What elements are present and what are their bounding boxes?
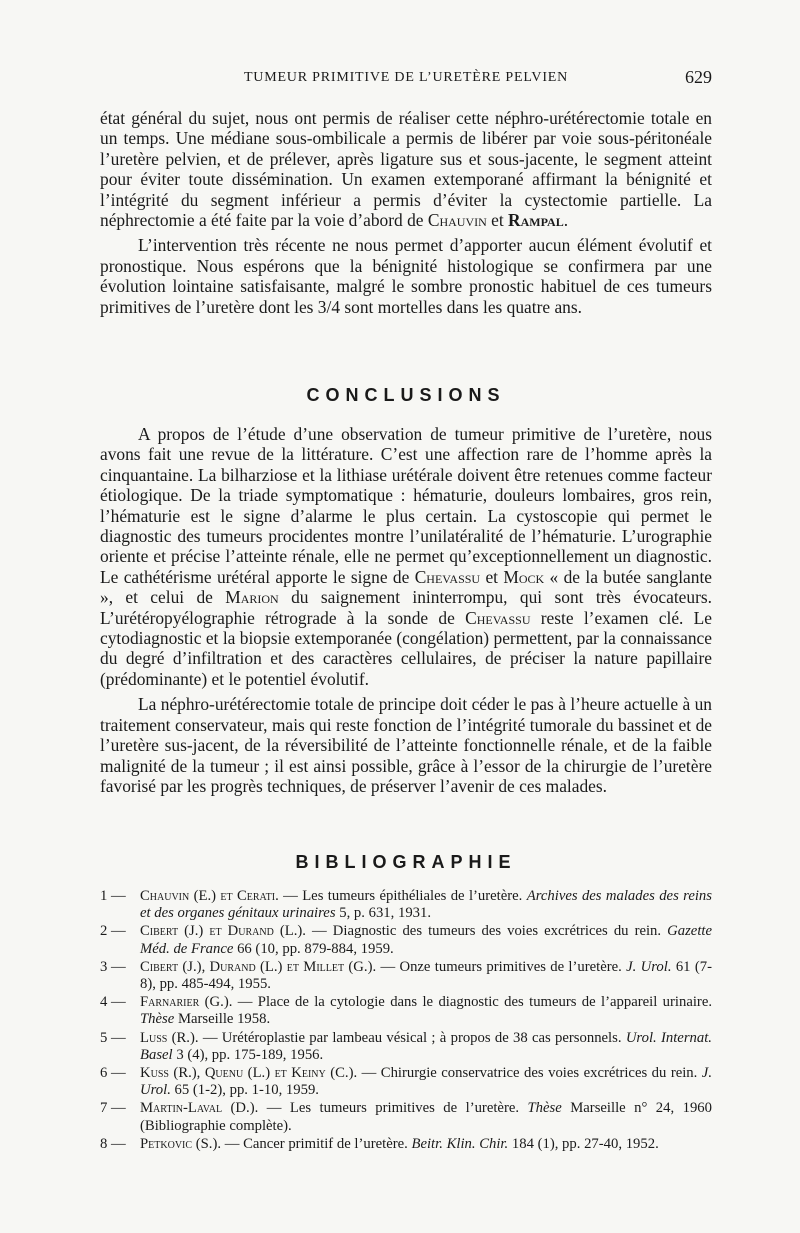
intro-text: [100, 108, 712, 317]
entry-number: 8 —: [100, 1135, 126, 1152]
bibliography-list: [100, 888, 712, 1154]
entry-title: — Place de la cytologie dans le diagnostic des tumeurs de l’appareil urinaire.: [232, 994, 713, 1011]
entry-number: 1 —: [100, 888, 126, 904]
author-name: Chevassu: [465, 607, 531, 628]
entry-number: 6 —: [100, 1064, 126, 1081]
running-title: TUMEUR PRIMITIVE DE L’URETÈRE PELVIEN: [243, 70, 569, 85]
entry-text: [140, 888, 712, 923]
entry-source: Thèse: [527, 1100, 562, 1117]
entry-text: [140, 1065, 712, 1100]
author-name: Chauvin: [427, 210, 487, 231]
conclusions-text-run: « de la butée sanglante », et celui de: [100, 566, 712, 608]
entry-details: Marseille 1958.: [174, 1011, 271, 1028]
conjunction: et: [480, 566, 504, 587]
entry-authors: Cibert (J.) et Durand (L.).: [140, 923, 306, 940]
bibliography-entry: [100, 1030, 712, 1065]
entry-number: 5 —: [100, 1029, 126, 1046]
page-header: [100, 67, 712, 96]
entry-authors: Martin-Laval (D.).: [140, 1100, 259, 1117]
intro-p1-text: état général du sujet, nous ont permis de réaliser cette néphro-urétérectomie totale en un temps. Une médiane sous-ombilicale a permis de libérer par voie sous-péritonéale l’uretère pelvien, et de prélever, après ligature sus et sous-jacente, le segment atteint pour éviter toute dissémination. Un examen extemporané affirmant la bénignité et l’intégrité du segment inférieur a permis d’éviter la cystectomie partielle. La néphrectomie a été faite par la voie d’abord de: [100, 108, 712, 231]
bibliography-entry: [100, 888, 712, 923]
entry-text: [140, 959, 712, 994]
entry-details: 61 (7-8), pp. 485-494, 1955.: [140, 958, 712, 993]
entry-text: [140, 994, 712, 1029]
entry-title: — Les tumeurs primitives de l’uretère.: [258, 1100, 528, 1117]
entry-source: Beitr. Klin. Chir.: [411, 1135, 509, 1152]
entry-source: J. Urol.: [140, 1064, 712, 1099]
conclusions-text: [100, 424, 712, 796]
entry-text: [140, 1100, 712, 1135]
conclusions-heading: CONCLUSIONS: [306, 385, 506, 405]
entry-details: 65 (1-2), pp. 1-10, 1959.: [170, 1082, 319, 1099]
entry-text: [140, 1030, 712, 1065]
entry-number: 7 —: [100, 1100, 126, 1117]
conclusions-text-run: A propos de l’étude d’une observation de tumeur primitive de l’uretère, nous avons fait une revue de la littérature. C’est une affection rare de l’homme après la cinquantaine. La bilharziose et la lithiase urétérale doivent être retenues comme facteur étiologique. De la triade symptomatique : hématurie, douleurs lombaires, gros rein, l’hématurie est le signe d’alarme le plus certain. La cystoscopie qui permet le diagnostic des tumeurs procidentes montre l’unilatéralité de l’hématurie. L’urographie oriente et précise l’atteinte rénale, elle ne permet qu’exceptionnellement un diagnostic. Le cathétérisme urétéral apporte le signe de: [100, 424, 712, 587]
entry-authors: Cibert (J.), Durand (L.) et Millet (G.).: [140, 958, 377, 975]
bibliography-entry: [100, 959, 712, 994]
intro-paragraph-2: L’intervention très récente ne nous permet d’apporter aucun élément évolutif et pronostique. Nous espérons que la bénignité histologique se confirmera par une évolution lointaine satisfaisante, malgré le sombre pronostic habituel de ces tumeurs primitives de l’uretère dont les 3/4 sont mortelles dans les quatre ans.: [100, 235, 712, 317]
entry-number: 4 —: [100, 994, 126, 1011]
entry-source: Thèse: [140, 1011, 175, 1028]
entry-title: — Cancer primitif de l’uretère.: [221, 1135, 412, 1152]
entry-number: 2 —: [100, 923, 126, 940]
bibliography-heading: BIBLIOGRAPHIE: [295, 852, 517, 872]
entry-authors: Farnarier (G.).: [140, 994, 233, 1011]
bibliography-entry: [100, 923, 712, 958]
intro-paragraph-1: [100, 108, 712, 230]
entry-details: Marseille n° 24, 1960 (Bibliographie complète).: [140, 1100, 712, 1134]
entry-authors: Kuss (R.), Quenu (L.) et Keiny (C.).: [140, 1064, 358, 1081]
entry-title: — Urétéroplastie par lambeau vésical ; à propos de 38 cas personnels.: [198, 1029, 626, 1046]
conjunction: et: [486, 210, 509, 231]
conclusions-paragraph-1: [100, 424, 712, 689]
entry-source: Archives des malades des reins et des organes génitaux urinaires: [140, 888, 712, 922]
entry-details: 66 (10, pp. 879-884, 1959.: [233, 940, 394, 957]
entry-source: Urol. Internat. Basel: [140, 1029, 712, 1063]
entry-title: — Chirurgie conservatrice des voies excrétrices du rein.: [357, 1064, 702, 1081]
entry-authors: Petkovic (S.).: [140, 1135, 222, 1152]
entry-source: J. Urol.: [626, 958, 672, 975]
author-name: Rampal: [508, 210, 564, 231]
entry-details: 5, p. 631, 1931.: [335, 905, 432, 922]
entry-title: — Onze tumeurs primitives de l’uretère.: [376, 958, 627, 975]
entry-details: 3 (4), pp. 175-189, 1956.: [172, 1046, 324, 1063]
entry-title: — Les tumeurs épithéliales de l’uretère.: [278, 888, 527, 904]
bibliography-entry: [100, 1065, 712, 1100]
entry-source: Gazette Méd. de France: [140, 923, 713, 957]
entry-text: [140, 1136, 712, 1153]
bibliography-entry: [100, 1100, 712, 1135]
entry-number: 3 —: [100, 958, 126, 975]
author-name: Mock: [503, 566, 545, 587]
conclusions-text-run: reste l’examen clé. Le cytodiagnostic et la biopsie extemporanée (congélation) permettent, par la connaissance du degré d’infiltration et des caractères cellulaires, de préciser la nature papillaire (prédominante) et le potentiel évolutif.: [100, 607, 713, 689]
entry-authors: Chauvin (E.) et Cerati.: [140, 888, 279, 904]
author-name: Marion: [225, 587, 279, 608]
punctuation: .: [563, 210, 569, 231]
bibliography-entry: [100, 1136, 712, 1153]
page-number: 629: [685, 67, 712, 87]
entry-text: [140, 923, 712, 958]
author-name: Chevassu: [414, 566, 481, 587]
entry-details: 184 (1), pp. 27-40, 1952.: [508, 1135, 659, 1152]
conclusions-text-run: du saignement ininterrompu, qui sont très évocateurs. L’urétéropyélographie rétrograde à la sonde de: [100, 587, 712, 628]
entry-title: — Diagnostic des tumeurs des voies excrétrices du rein.: [305, 923, 668, 940]
entry-authors: Luss (R.).: [140, 1029, 199, 1046]
bibliography-entry: [100, 994, 712, 1029]
conclusions-paragraph-2: La néphro-urétérectomie totale de principe doit céder le pas à l’heure actuelle à un traitement conservateur, mais qui reste fonction de l’intégrité tumorale du bassinet et de l’uretère sus-jacent, de la réversibilité de l’atteinte fonctionnelle rénale, et de la faible malignité de la tumeur ; il est ainsi possible, grâce à l’essor de la chirurgie de l’uretère favorisé par les progrès techniques, de préserver l’avenir de ces malades.: [100, 694, 712, 796]
